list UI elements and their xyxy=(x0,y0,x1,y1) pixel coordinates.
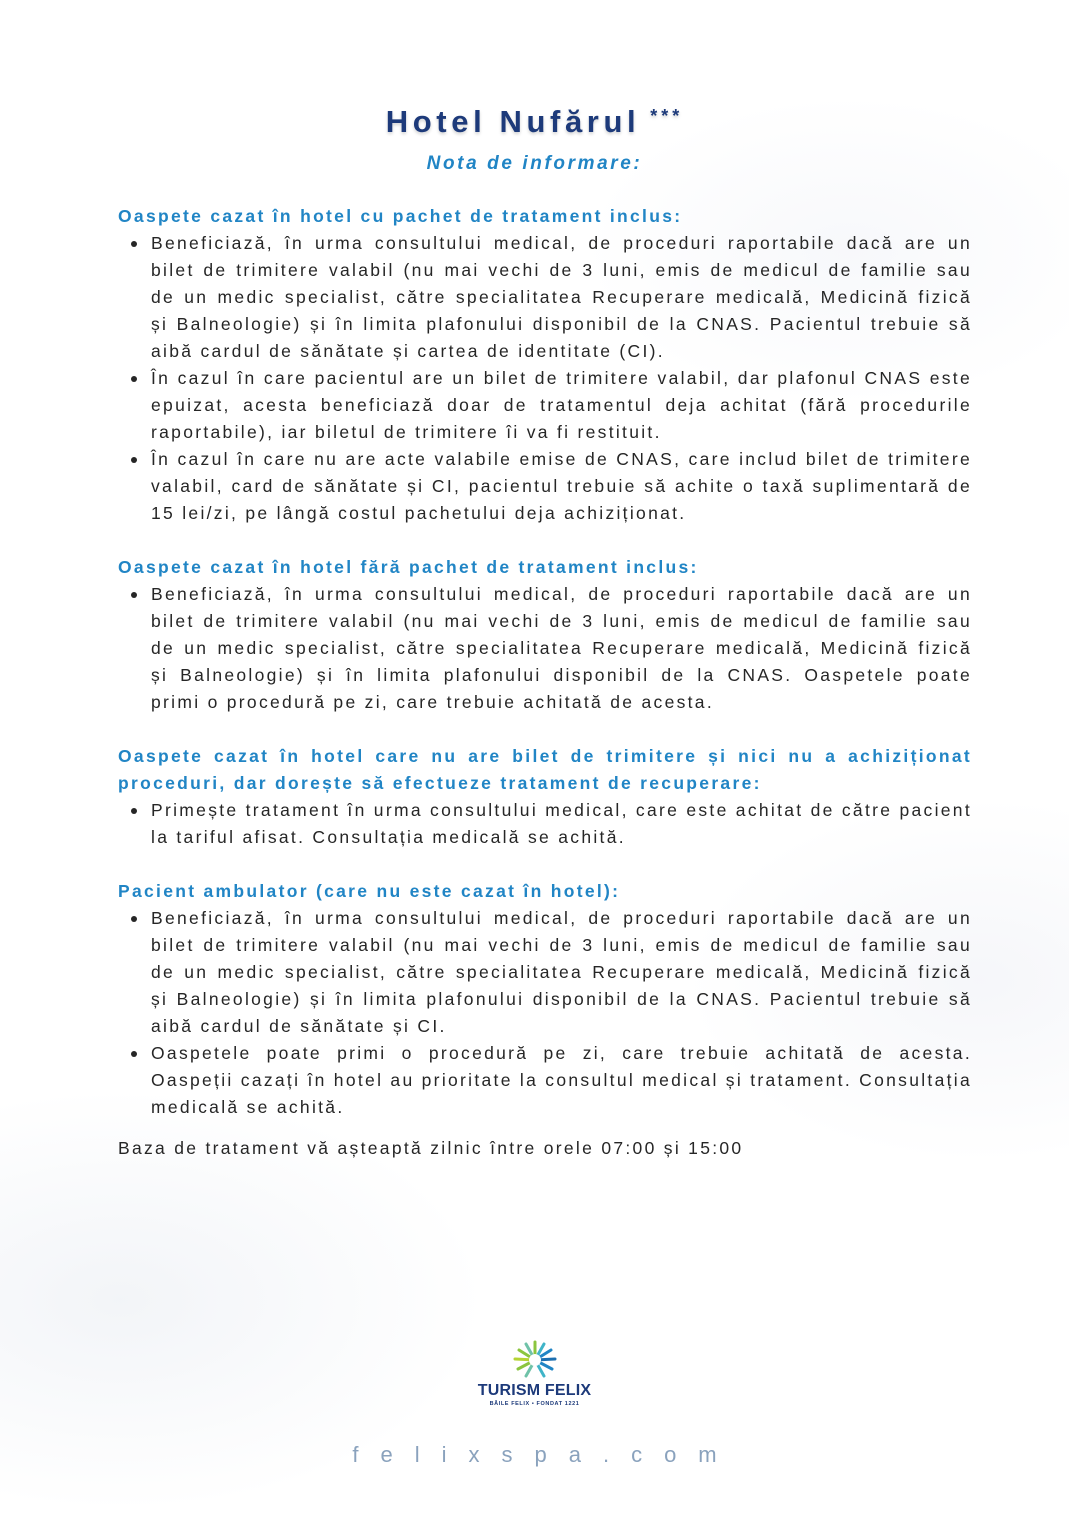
bullet-list xyxy=(118,230,972,527)
section-heading: Oaspete cazat în hotel cu pachet de tratament inclus: xyxy=(118,206,683,226)
section-heading: Pacient ambulator (care nu este cazat în hotel): xyxy=(118,881,621,901)
section-heading: Oaspete cazat în hotel fără pachet de tratament inclus: xyxy=(118,557,699,577)
list-item: În cazul în care nu are acte valabile emise de CNAS, care includ bilet de trimitere valabil, card de sănătate și CI, pacientul trebuie să achite o taxă suplimentară de 15 lei/zi, pe lângă costul pachetului deja achiziționat. xyxy=(118,446,972,527)
logo-name: TURISM FELIX xyxy=(477,1382,592,1399)
list-item: Primește tratament în urma consultului medical, care este achitat de către pacient la tariful afisat. Consultația medicală se achită. xyxy=(118,797,972,851)
sunburst-logo-icon xyxy=(511,1340,559,1380)
schedule-note: Baza de tratament vă așteaptă zilnic între orele 07:00 și 15:00 xyxy=(118,1138,744,1158)
list-item: În cazul în care pacientul are un bilet de trimitere valabil, dar plafonul CNAS este epuizat, acesta beneficiază doar de tratamentul deja achitat (fără procedurile raportabile), iar biletul de trimitere îi va fi restituit. xyxy=(118,365,972,446)
hotel-name: Hotel Nufărul xyxy=(385,104,641,139)
list-item: Beneficiază, în urma consultului medical, de proceduri raportabile dacă are un bilet de trimitere valabil (nu mai vechi de 3 luni, emis de medicul de familie sau de un medic specialist, către specialitatea Recuperare medicală, Medicină fizică și Balneologie) și în limita plafonului disponibil de la CNAS. Pacientul trebuie să aibă cardul de sănătate și CI. xyxy=(118,905,972,1040)
hotel-stars: *** xyxy=(650,106,684,126)
bullet-list xyxy=(118,905,972,1121)
document-body xyxy=(118,203,972,1162)
list-item: Oaspetele poate primi o procedură pe zi, care trebuie achitată de acesta. Oaspeții cazați în hotel au prioritate la consultul medical și tratament. Consultația medicală se achită. xyxy=(118,1040,972,1121)
page-title xyxy=(0,104,1069,140)
brand-logo xyxy=(462,1340,607,1420)
list-item: Beneficiază, în urma consultului medical, de proceduri raportabile dacă are un bilet de trimitere valabil (nu mai vechi de 3 luni, emis de medicul de familie sau de un medic specialist, către specialitatea Recuperare medicală, Medicină fizică și Balneologie) și în limita plafonului disponibil de la CNAS. Oaspetele poate primi o procedură pe zi, care trebuie achitată de acesta. xyxy=(118,581,972,716)
page-subtitle: Nota de informare: xyxy=(426,153,643,174)
section-outpatient xyxy=(118,878,972,1121)
list-item: Beneficiază, în urma consultului medical, de proceduri raportabile dacă are un bilet de trimitere valabil (nu mai vechi de 3 luni, emis de medicul de familie sau de un medic specialist, către specialitatea Recuperare medicală, Medicină fizică și Balneologie) și în limita plafonului disponibil de la CNAS. Pacientul trebuie să aibă cardul de sănătate și cartea de identitate (CI). xyxy=(118,230,972,365)
bullet-list xyxy=(118,797,972,851)
logo-tagline: BĂILE FELIX • FONDAT 1221 xyxy=(489,1401,580,1407)
section-with-package xyxy=(118,203,972,527)
section-no-referral xyxy=(118,743,972,851)
section-without-package xyxy=(118,554,972,716)
bullet-list xyxy=(118,581,972,716)
website-link[interactable]: felixspa.com xyxy=(352,1442,739,1467)
section-heading: Oaspete cazat în hotel care nu are bilet de trimitere și nici nu a achiziționat proceduri, dar dorește să efectueze tratament de recuperare: xyxy=(118,746,972,793)
